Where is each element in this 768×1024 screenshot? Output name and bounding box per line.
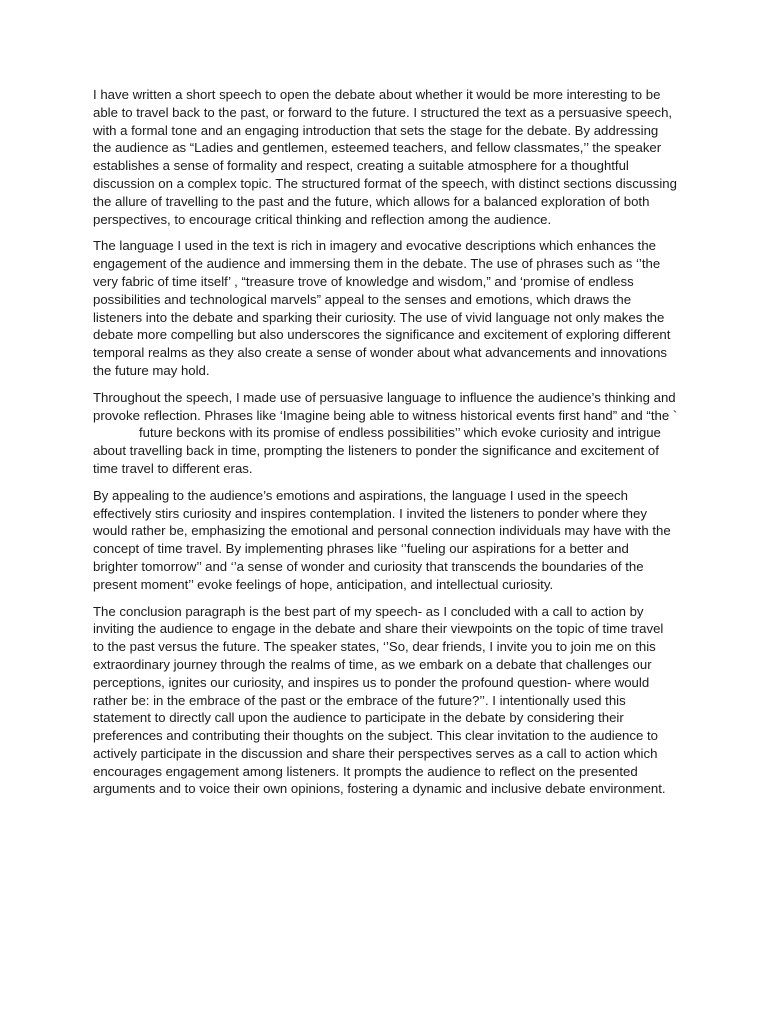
text-line: the allure of travelling to the past and the future, which allows for a balanced exploration of both xyxy=(93,193,650,209)
text-line: the audience as “Ladies and gentlemen, esteemed teachers, and fellow classmates,’’ the speaker xyxy=(93,140,662,156)
text-line-indented: future beckons with its promise of endless possibilities’’ which evoke curiosity and intrigue xyxy=(139,425,661,441)
text-line: encourages engagement among listeners. It prompts the audience to reflect on the presented xyxy=(93,763,638,779)
text-line: arguments and to voice their own opinions, fostering a dynamic and inclusive debate environment. xyxy=(93,781,666,797)
text-line: listeners into the debate and sparking their curiosity. The use of vivid language not only makes the xyxy=(93,309,665,325)
paragraph-conclusion xyxy=(93,603,677,799)
text-line: present moment’’ evoke feelings of hope, anticipation, and intellectual curiosity. xyxy=(93,576,554,592)
paragraph-emotions xyxy=(93,487,677,594)
text-line: effectively stirs curiosity and inspires contemplation. I invited the listeners to ponder where they xyxy=(93,505,647,521)
paragraph-persuasive-language xyxy=(93,389,677,478)
text-line: I have written a short speech to open the debate about whether it would be more interesting to be xyxy=(93,87,661,102)
text-line: extraordinary journey through the realms of time, as we embark on a debate that challenges our xyxy=(93,656,652,672)
text-line: temporal realms as they also create a sense of wonder about what advancements and innovations xyxy=(93,345,667,361)
text-line: brighter tomorrow’’ and ‘’a sense of wonder and curiosity that transcends the boundaries of the xyxy=(93,558,644,574)
text-line: Throughout the speech, I made use of persuasive language to influence the audience’s thinking and xyxy=(93,389,676,405)
text-line: The conclusion paragraph is the best part of my speech- as I concluded with a call to action by xyxy=(93,603,644,619)
text-line: possibilities and technological marvels” appeal to the senses and emotions, which draws the xyxy=(93,291,632,307)
text-line: statement to directly call upon the audience to participate in the debate by considering their xyxy=(93,710,624,726)
text-line: The language I used in the text is rich in imagery and evocative descriptions which enhances the xyxy=(93,238,656,254)
text-line: with a formal tone and an engaging introduction that sets the stage for the debate. By addressing xyxy=(93,122,659,138)
text-line: provoke reflection. Phrases like ‘Imagine being able to witness historical events first hand” and “the ` xyxy=(93,407,678,423)
text-line: the future may hold. xyxy=(93,362,210,378)
text-line: rather be: in the embrace of the past or the embrace of the future?’’. I intentionally used this xyxy=(93,692,626,708)
text-line: would rather be, emphasizing the emotional and personal connection individuals may have with the xyxy=(93,523,671,539)
text-line: able to travel back to the past, or forward to the future. I structured the text as a persuasive speech, xyxy=(93,104,673,120)
text-line: actively participate in the discussion and share their perspectives serves as a call to action which xyxy=(93,745,658,761)
text-line: concept of time travel. By implementing phrases like ‘’fueling our aspirations for a better and xyxy=(93,541,629,557)
text-line: establishes a sense of formality and respect, creating a suitable atmosphere for a thoughtful xyxy=(93,158,629,174)
paragraph-language-imagery xyxy=(93,237,677,379)
text-line: about travelling back in time, prompting the listeners to ponder the significance and excitement of xyxy=(93,443,659,459)
text-line: very fabric of time itself’ , “treasure trove of knowledge and wisdom,” and ‘promise of endless xyxy=(93,273,634,289)
text-line: debate more compelling but also underscores the significance and excitement of exploring different xyxy=(93,327,671,343)
text-line: perspectives, to encourage critical thinking and reflection among the audience. xyxy=(93,211,552,227)
text-line: preferences and contributing their thoughts on the subject. This clear invitation to the audience to xyxy=(93,728,658,744)
text-line: engagement of the audience and immersing them in the debate. The use of phrases such as ‘’the xyxy=(93,256,661,272)
text-line: time travel to different eras. xyxy=(93,460,253,476)
paragraph-introduction xyxy=(93,86,677,228)
text-line: By appealing to the audience’s emotions and aspirations, the language I used in the speech xyxy=(93,487,628,503)
document-body xyxy=(93,86,677,807)
text-line: inviting the audience to engage in the debate and share their viewpoints on the topic of time travel xyxy=(93,621,664,637)
text-line: perceptions, ignites our curiosity, and inspires us to ponder the profound question- where would xyxy=(93,674,650,690)
text-line: discussion on a complex topic. The structured format of the speech, with distinct sections discussing xyxy=(93,175,677,191)
text-line: to the past versus the future. The speaker states, ‘’So, dear friends, I invite you to join me on this xyxy=(93,639,656,655)
